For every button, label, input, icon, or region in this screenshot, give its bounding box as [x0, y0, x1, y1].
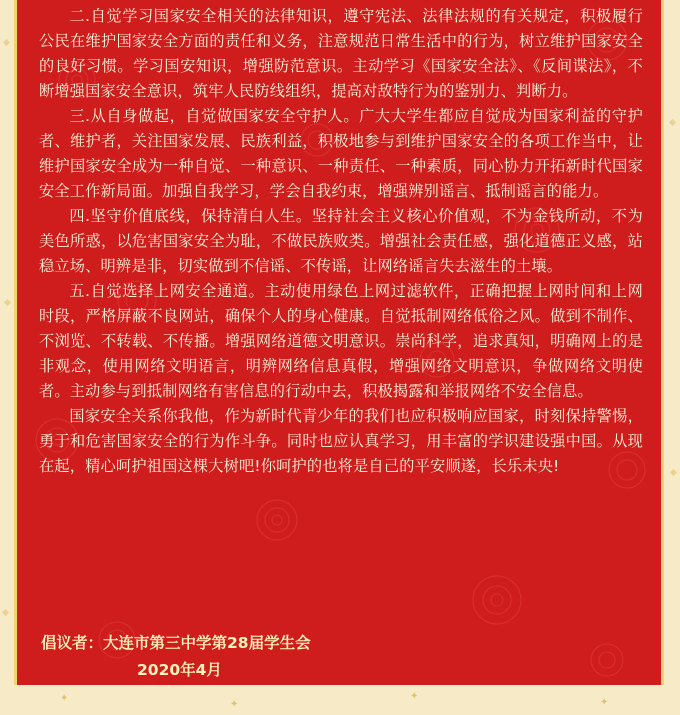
- decor-mark: ✦: [410, 691, 419, 702]
- decor-sparkle: [669, 119, 676, 126]
- red-letter-panel: [14, 0, 664, 685]
- decor-mark: ✦: [600, 697, 609, 708]
- paragraph: 五.自觉选择上网安全通道。主动使用绿色上网过滤软件，正确把握上网时间和上网时段，严格屏蔽不良网站，确保个人的身心健康。自觉抵制网络低俗之风。做到不制作、不浏览、不转载、不传播。增强网络道德文明意识。崇尚科学，追求真知，明确网上的是非观念，使用网络文明语言，明辨网络信息真假，增强网络文明意识，争做网络文明使者。主动参与到抵制网络有害信息的行动中去，积极揭露和举报网络不安全信息。: [39, 282, 643, 400]
- paragraph: 三.从自身做起，自觉做国家安全守护人。广大大学生都应自觉成为国家利益的守护者、维护者，关注国家发展、民族利益，积极地参与到维护国家安全的各项工作当中，让维护国家安全成为一种自觉、一种意识、一种责任、一种素质，同心协力开拓新时代国家安全工作新局面。加强自我学习，学会自我约束，增强辨别谣言、抵制谣言的能力。: [39, 107, 643, 200]
- paragraph: 四.坚守价值底线，保持清白人生。坚持社会主义核心价值观，不为金钱所动，不为美色所惑，以危害国家安全为耻，不做民族败类。增强社会责任感，强化道德正义感，站稳立场、明辨是非，切实做到不信谣、不传谣，让网络谣言失去滋生的土壤。: [39, 207, 643, 275]
- signature: 倡议者：大连市第三中学第28届学生会: [41, 634, 311, 652]
- paragraph: 二.自觉学习国家安全相关的法律知识，遵守宪法、法律法规的有关规定，积极履行公民在维护国家安全方面的责任和义务，注意规范日常生活中的行为，树立维护国家安全的良好习惯。学习国安知识，增强防范意识。主动学习《国家安全法》、《反间谍法》，不断增强国家安全意识，筑牢人民防线组织，提高对敌特行为的鉴别力、判断力。: [39, 7, 643, 100]
- decor-sparkle: [2, 609, 9, 616]
- letter-body: [39, 4, 643, 479]
- decor-sparkle: [670, 469, 677, 476]
- decor-sparkle: [4, 299, 11, 306]
- date: 2020年4月: [137, 661, 222, 679]
- decor-mark: ✦: [60, 693, 69, 704]
- decor-mark: ✦: [230, 699, 239, 710]
- paragraph: 国家安全关系你我他，作为新时代青少年的我们也应积极响应国家，时刻保持警惕，勇于和危害国家安全的行为作斗争。同时也应认真学习，用丰富的学识建设强中国。从现在起，精心呵护祖国这棵大树吧!你呵护的也将是自己的平安顺遂，长乐未央!: [39, 407, 643, 475]
- bottom-decor-strip: [0, 685, 680, 715]
- decor-sparkle: [3, 39, 10, 46]
